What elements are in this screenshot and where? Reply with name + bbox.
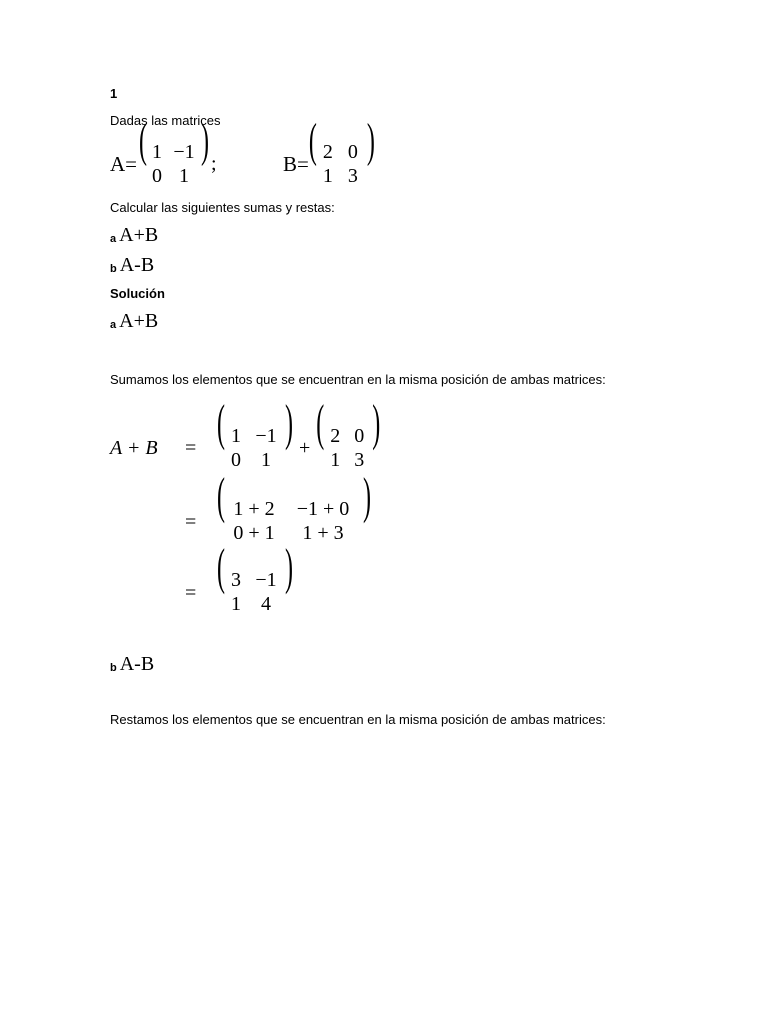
matrix-cell: 3 — [347, 165, 358, 187]
exercise-number: 1 — [110, 86, 118, 101]
equals-sign: = — [185, 511, 197, 533]
item-a — [110, 224, 158, 247]
right-paren: ) — [366, 116, 375, 168]
item-label: a — [110, 232, 117, 245]
item-expression: A-B — [119, 254, 155, 276]
left-paren: ( — [139, 116, 148, 168]
matrix-b-label: B= — [283, 151, 309, 176]
matrix-cell: 1 — [231, 425, 241, 447]
item-label: b — [110, 661, 117, 674]
matrix-a — [217, 397, 293, 472]
matrix-cell: 1 — [322, 165, 333, 187]
matrix-result — [217, 541, 293, 616]
part-a-explanation: Sumamos los elementos que se encuentran en la misma posición de ambas matrices: — [110, 372, 606, 387]
right-paren: ) — [201, 116, 210, 168]
matrix-cell: 1 + 3 — [302, 522, 344, 544]
item-label: a — [110, 318, 117, 331]
item-expression: A-B — [119, 653, 155, 675]
item-expression: A+B — [119, 310, 159, 332]
left-paren: ( — [316, 397, 325, 453]
right-paren: ) — [363, 470, 371, 526]
separator: ; — [211, 152, 217, 175]
item-label: b — [110, 262, 117, 275]
right-paren: ) — [285, 541, 293, 597]
matrix-cell: 2 — [330, 425, 341, 447]
intro-text: Dadas las matrices — [110, 113, 221, 128]
part-b-explanation: Restamos los elementos que se encuentran en la misma posición de ambas matrices: — [110, 712, 606, 727]
matrix-b — [316, 397, 381, 472]
left-paren: ( — [308, 116, 317, 168]
sum-expression — [217, 397, 381, 472]
matrix-b-cells — [317, 140, 367, 188]
matrix-cell: 1 — [152, 141, 163, 163]
solution-heading: Solución — [110, 286, 165, 301]
matrix-cell: −1 + 0 — [296, 498, 350, 520]
matrix-cell: 0 + 1 — [233, 522, 275, 544]
element-sum-matrix — [217, 470, 371, 545]
matrix-cell: 0 — [354, 425, 365, 447]
right-paren: ) — [372, 397, 381, 453]
matrix-cell: 1 — [330, 449, 341, 471]
matrix-cell: 1 — [261, 449, 271, 471]
result-matrix — [217, 541, 293, 616]
matrix-cells — [225, 568, 285, 616]
part-b-heading — [110, 653, 154, 676]
right-paren: ) — [285, 397, 293, 453]
plus-sign: + — [299, 436, 311, 459]
matrix-cell: 4 — [261, 593, 271, 615]
task-text: Calcular las siguientes sumas y restas: — [110, 200, 335, 215]
matrix-cell: 0 — [231, 449, 241, 471]
left-paren: ( — [217, 470, 225, 526]
equals-sign: = — [185, 437, 197, 459]
matrix-cell: 1 — [231, 593, 241, 615]
matrix-cell: 3 — [231, 569, 241, 591]
item-b — [110, 254, 154, 277]
left-paren: ( — [217, 397, 225, 453]
matrix-b — [308, 116, 375, 188]
matrix-cell: 2 — [322, 141, 333, 163]
item-expression: A+B — [119, 224, 159, 246]
matrix-a-label: A= — [110, 151, 138, 176]
matrix-cell: −1 — [255, 425, 277, 447]
matrix-cell: 3 — [354, 449, 365, 471]
matrix-cell: 0 — [152, 165, 163, 187]
matrix-cells — [324, 424, 372, 472]
left-paren: ( — [217, 541, 225, 597]
equals-sign: = — [185, 582, 197, 604]
matrix-cell: −1 — [173, 141, 195, 163]
matrix-a-cells — [147, 140, 201, 188]
part-a-heading — [110, 310, 158, 333]
matrix-cells — [225, 497, 363, 545]
matrix-cell: 1 — [179, 165, 190, 187]
matrix-sum-steps — [217, 470, 371, 545]
matrix-cells — [225, 424, 285, 472]
matrix-b-definition — [283, 116, 375, 188]
matrix-cell: −1 — [255, 569, 277, 591]
equation-lhs: A + B — [110, 437, 158, 459]
matrix-cell: 0 — [347, 141, 358, 163]
matrix-cell: 1 + 2 — [233, 498, 275, 520]
